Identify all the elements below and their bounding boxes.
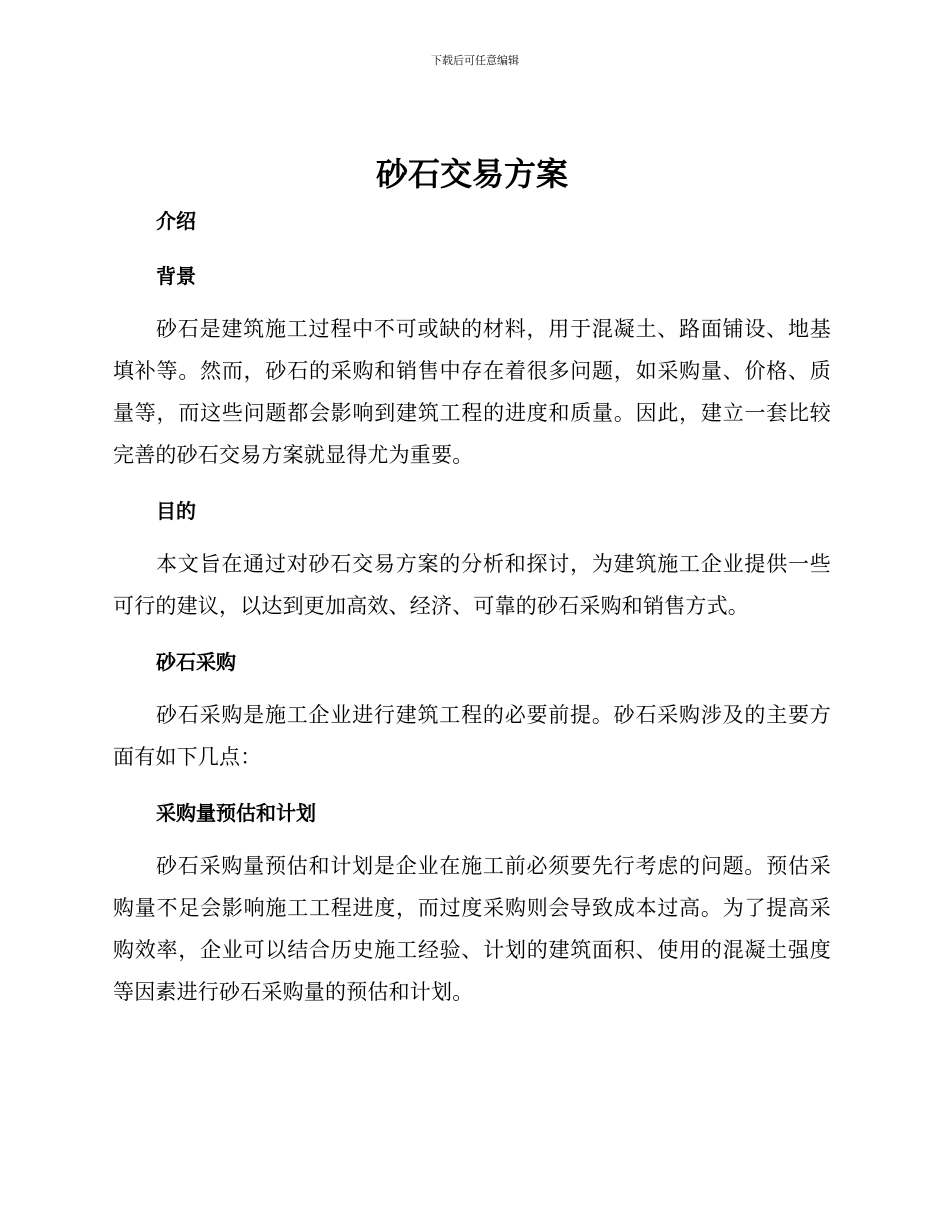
paragraph-background: 砂石是建筑施工过程中不可或缺的材料，用于混凝土、路面铺设、地基填补等。然而，砂石的采购和销售中存在着很多问题，如采购量、价格、质量等，而这些问题都会影响到建筑工程的进度和质量。因此，建立一套比较完善的砂石交易方案就显得尤为重要。 <box>113 317 831 467</box>
paragraph-volume-planning: 砂石采购量预估和计划是企业在施工前必须要先行考虑的问题。预估采购量不足会影响施工工程进度，而过度采购则会导致成本过高。为了提高采购效率，企业可以结合历史施工经验、计划的建筑面积、使用的混凝土强度等因素进行砂石采购量的预估和计划。 <box>113 854 831 1004</box>
section-heading-intro: 介绍 <box>156 209 196 233</box>
document-title: 砂石交易方案 <box>375 155 568 193</box>
section-heading-purpose: 目的 <box>156 499 196 523</box>
document-body <box>113 152 831 1013</box>
paragraph-procurement: 砂石采购是施工企业进行建筑工程的必要前提。砂石采购涉及的主要方面有如下几点： <box>113 703 831 769</box>
paragraph-purpose: 本文旨在通过对砂石交易方案的分析和探讨，为建筑施工企业提供一些可行的建议，以达到更加高效、经济、可靠的砂石采购和销售方式。 <box>113 552 831 618</box>
section-heading-procurement: 砂石采购 <box>156 650 236 674</box>
section-heading-background: 背景 <box>156 264 196 288</box>
section-heading-volume-planning: 采购量预估和计划 <box>156 801 316 825</box>
page-header-note: 下载后可任意编辑 <box>431 54 519 67</box>
